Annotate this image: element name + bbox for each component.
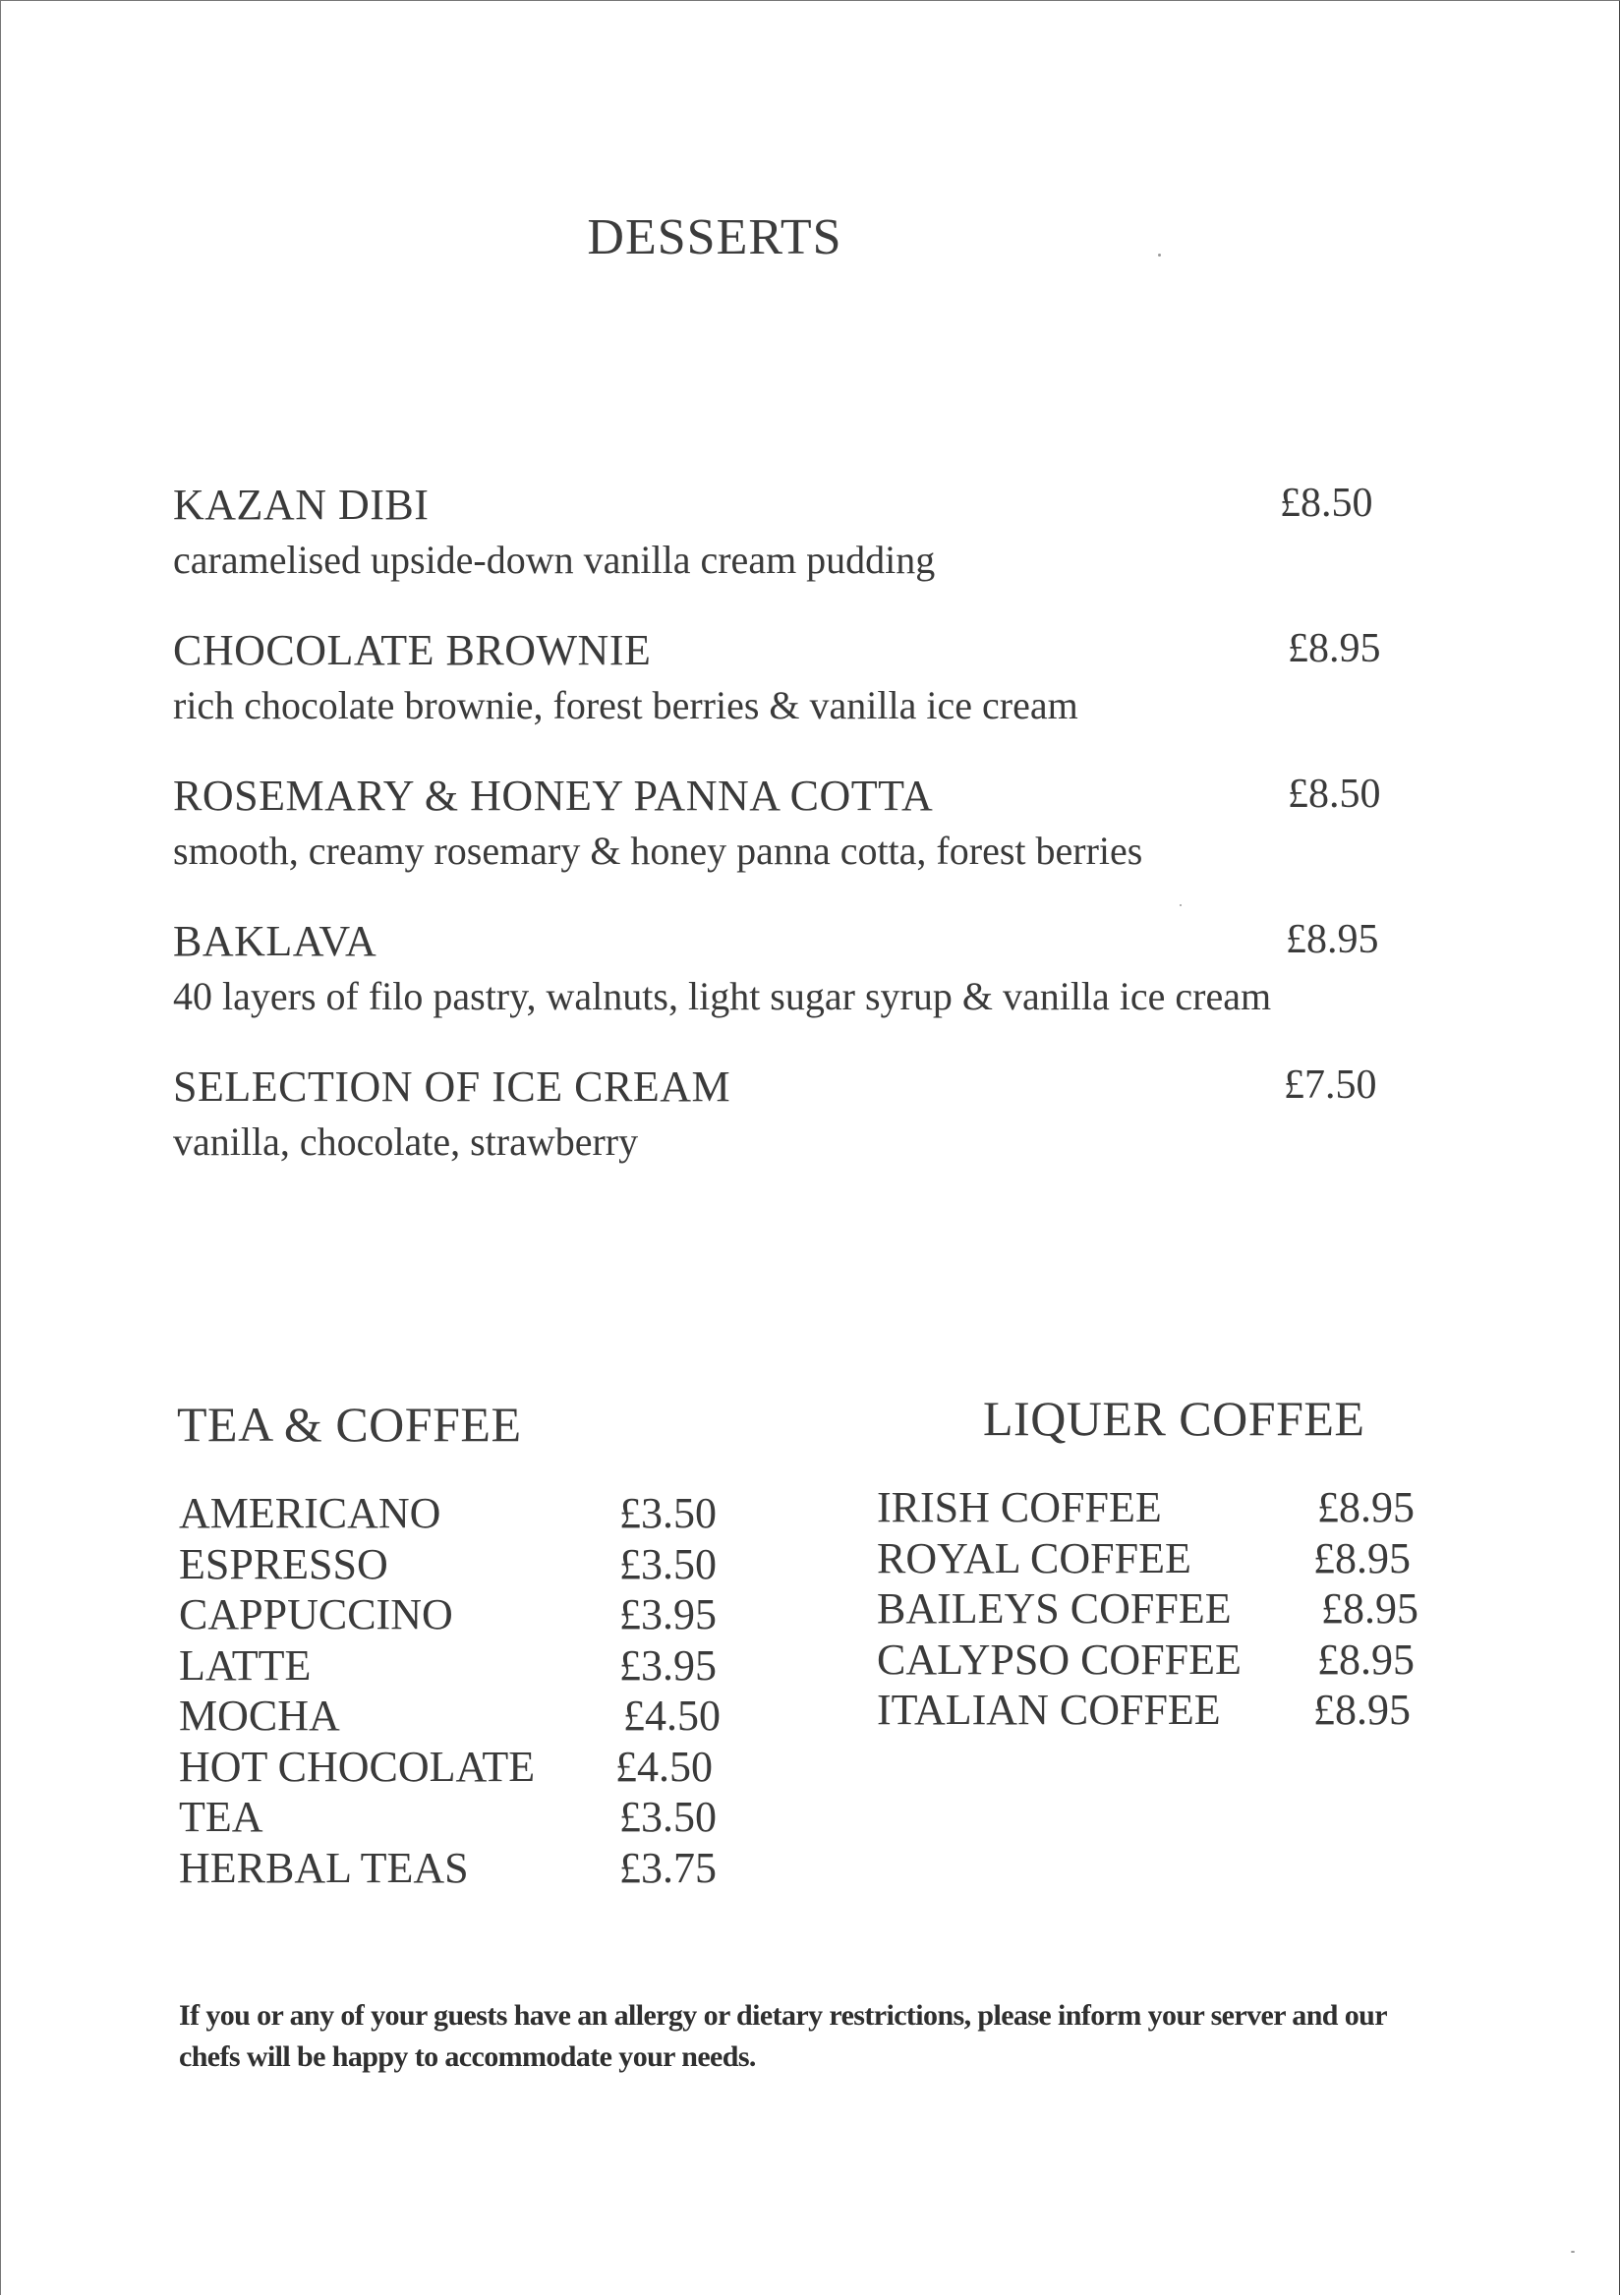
drink-name: TEA xyxy=(179,1793,263,1841)
drink-name: CAPPUCCINO xyxy=(179,1590,453,1638)
tea-coffee-list xyxy=(179,1488,749,1893)
list-item xyxy=(877,1482,1427,1533)
drink-price: £8.95 xyxy=(1317,1483,1415,1531)
dessert-name: KAZAN DIBI xyxy=(173,481,430,529)
drink-name: ITALIAN COFFEE xyxy=(877,1686,1221,1734)
scan-speck xyxy=(1180,904,1182,906)
scan-speck xyxy=(1571,2251,1575,2253)
page-title: DESSERTS xyxy=(587,209,842,265)
list-item xyxy=(179,1539,749,1590)
dessert-item xyxy=(173,1062,1392,1207)
dessert-price: £8.50 xyxy=(1288,772,1381,817)
list-item xyxy=(877,1685,1427,1736)
drink-price: £4.50 xyxy=(615,1742,713,1791)
list-item xyxy=(179,1742,749,1793)
allergy-note: If you or any of your guests have an allergy or dietary restrictions, please inform your server and our chefs will be happy to accommodate your needs. xyxy=(179,1999,1387,2073)
dessert-description: vanilla, chocolate, strawberry xyxy=(173,1119,639,1164)
drink-price: £8.95 xyxy=(1317,1635,1415,1684)
list-item xyxy=(877,1635,1427,1686)
drink-name: ROYAL COFFEE xyxy=(877,1533,1191,1582)
drink-price: £3.95 xyxy=(619,1640,717,1690)
dessert-item xyxy=(173,771,1392,916)
drink-price: £3.50 xyxy=(619,1539,717,1588)
list-item xyxy=(179,1589,749,1640)
list-item xyxy=(179,1640,749,1692)
drink-name: BAILEYS COFFEE xyxy=(877,1584,1232,1633)
dessert-item xyxy=(173,480,1392,625)
drink-name: MOCHA xyxy=(179,1692,340,1740)
dessert-name: ROSEMARY & HONEY PANNA COTTA xyxy=(173,772,934,820)
drink-price: £8.95 xyxy=(1313,1686,1411,1734)
tea-coffee-heading: TEA & COFFEE xyxy=(177,1397,522,1452)
drink-price: £3.50 xyxy=(619,1793,717,1841)
list-item xyxy=(877,1583,1427,1635)
drink-price: £8.95 xyxy=(1321,1584,1418,1633)
drink-price: £3.75 xyxy=(619,1843,717,1892)
dessert-name: SELECTION OF ICE CREAM xyxy=(173,1062,731,1111)
dessert-name: BAKLAVA xyxy=(173,917,377,965)
dessert-price: £8.95 xyxy=(1288,626,1381,671)
dessert-name: CHOCOLATE BROWNIE xyxy=(173,626,652,674)
list-item xyxy=(179,1792,749,1843)
drink-price: £8.95 xyxy=(1313,1533,1411,1582)
dessert-description: 40 layers of filo pastry, walnuts, light sugar syrup & vanilla ice cream xyxy=(173,974,1272,1018)
dessert-price: £8.50 xyxy=(1280,481,1373,526)
list-item xyxy=(877,1533,1427,1584)
drink-name: HERBAL TEAS xyxy=(179,1843,469,1892)
list-item xyxy=(179,1691,749,1742)
drink-name: AMERICANO xyxy=(179,1489,441,1537)
drink-price: £3.50 xyxy=(619,1489,717,1537)
dessert-list xyxy=(173,480,1392,1207)
scan-speck xyxy=(1158,254,1161,257)
dessert-item xyxy=(173,916,1392,1062)
drink-name: ESPRESSO xyxy=(179,1539,388,1588)
drink-name: HOT CHOCOLATE xyxy=(179,1742,536,1791)
dessert-description: rich chocolate brownie, forest berries & vanilla ice cream xyxy=(173,683,1078,727)
drink-name: CALYPSO COFFEE xyxy=(877,1635,1242,1684)
list-item xyxy=(179,1843,749,1894)
liqueur-coffee-list xyxy=(877,1482,1427,1736)
dessert-price: £8.95 xyxy=(1286,917,1379,962)
dessert-price: £7.50 xyxy=(1284,1062,1377,1108)
drink-name: IRISH COFFEE xyxy=(877,1483,1162,1531)
drink-price: £4.50 xyxy=(623,1692,721,1740)
liqueur-coffee-heading: LIQUER COFFEE xyxy=(983,1391,1365,1446)
dessert-description: smooth, creamy rosemary & honey panna cotta, forest berries xyxy=(173,829,1143,873)
list-item xyxy=(179,1488,749,1539)
dessert-item xyxy=(173,625,1392,771)
drink-price: £3.95 xyxy=(619,1590,717,1638)
dessert-description: caramelised upside-down vanilla cream pudding xyxy=(173,538,936,582)
drink-name: LATTE xyxy=(179,1640,312,1690)
